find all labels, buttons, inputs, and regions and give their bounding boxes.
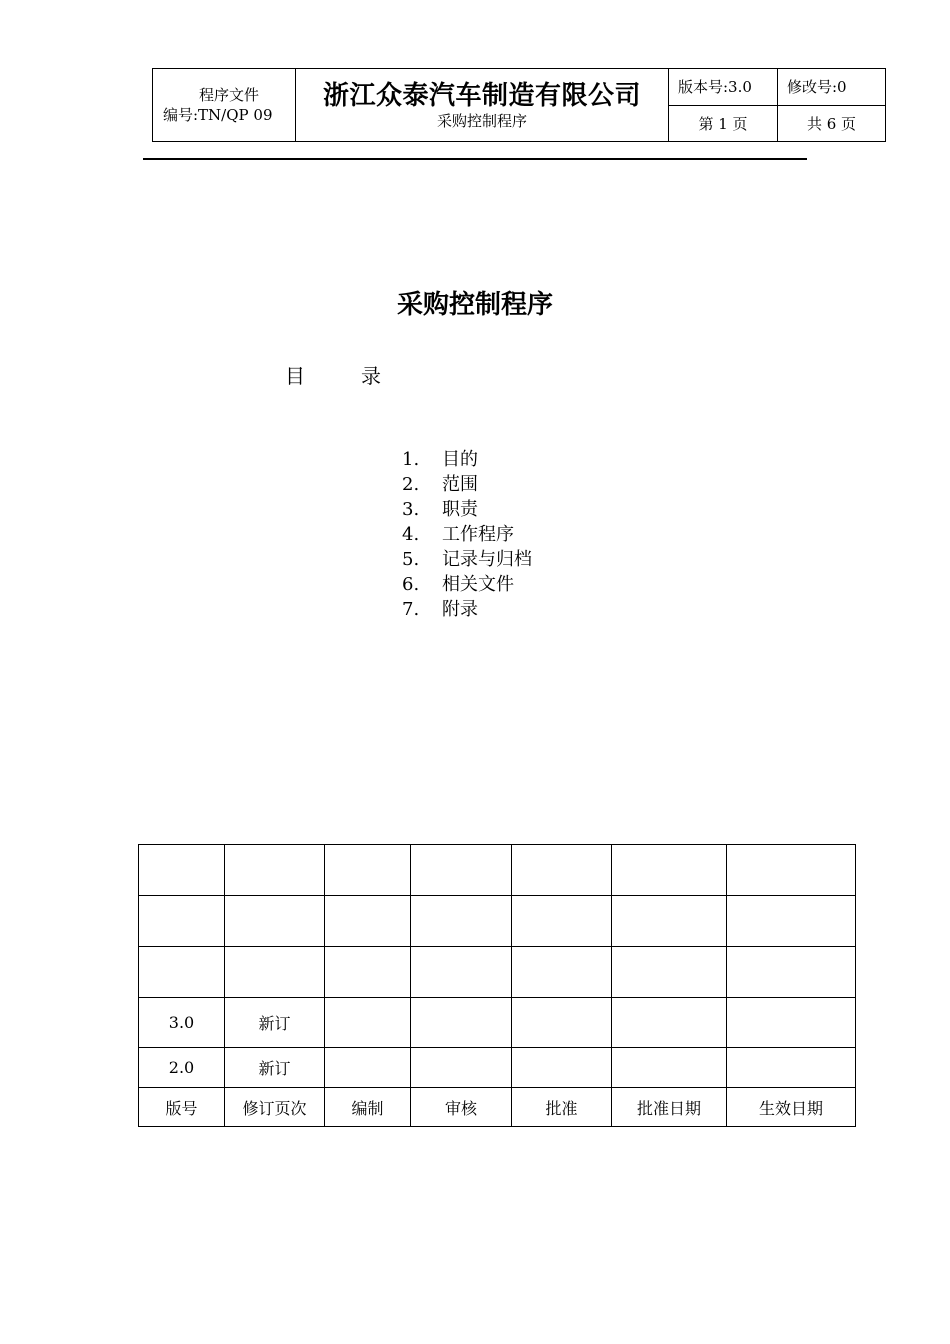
table-cell (727, 998, 856, 1048)
column-header: 批准日期 (612, 1088, 727, 1127)
column-header: 批准 (512, 1088, 612, 1127)
table-cell (727, 947, 856, 998)
column-header: 修订页次 (225, 1088, 325, 1127)
total-pages-cell: 共 6 页 (778, 105, 886, 142)
toc-item-number: 3. (402, 499, 420, 520)
toc-item (402, 497, 532, 522)
table-cell (612, 845, 727, 896)
table-cell (612, 896, 727, 947)
toc-item (402, 597, 532, 622)
table-cell: 2.0 (139, 1048, 225, 1088)
table-cell (512, 1048, 612, 1088)
company-cell (296, 69, 669, 142)
table-cell (612, 947, 727, 998)
page-title: 采购控制程序 (396, 290, 553, 320)
toc-item-label: 目的 (442, 449, 478, 470)
toc-item (402, 522, 532, 547)
column-header: 生效日期 (727, 1088, 856, 1127)
table-cell (225, 845, 325, 896)
table-row (139, 896, 856, 947)
table-cell (325, 998, 411, 1048)
toc-item-label: 相关文件 (442, 574, 514, 595)
toc-heading (285, 360, 381, 389)
page-cell: 第 1 页 (669, 105, 778, 142)
table-cell (325, 845, 411, 896)
revision-cell: 修改号:0 (778, 69, 886, 106)
toc-item-number: 1. (402, 449, 420, 470)
table-cell (325, 1048, 411, 1088)
table-row (139, 998, 856, 1048)
table-cell: 新订 (225, 998, 325, 1048)
toc-item (402, 447, 532, 472)
toc-item (402, 547, 532, 572)
doc-info-cell (153, 69, 296, 142)
table-cell (411, 998, 512, 1048)
toc-heading-left: 目 (285, 364, 305, 388)
table-cell (727, 1048, 856, 1088)
table-cell (411, 947, 512, 998)
toc-item-number: 4. (402, 524, 420, 545)
doc-number: 编号:TN/QP 09 (163, 106, 273, 124)
column-header: 编制 (325, 1088, 411, 1127)
header-table (152, 68, 886, 142)
toc-heading-right: 录 (361, 364, 381, 388)
table-cell (512, 845, 612, 896)
toc-item-label: 范围 (442, 474, 478, 495)
column-header: 审核 (411, 1088, 512, 1127)
doc-type: 程序文件 (198, 86, 259, 104)
toc-item-label: 记录与归档 (442, 549, 532, 570)
toc-item-number: 5. (402, 549, 420, 570)
toc-item (402, 472, 532, 497)
table-cell (411, 896, 512, 947)
toc-item-number: 2. (402, 474, 420, 495)
version-cell: 版本号:3.0 (669, 69, 778, 106)
toc-list (402, 447, 532, 622)
table-row (139, 845, 856, 896)
toc-item-label: 工作程序 (442, 524, 514, 545)
table-cell (411, 845, 512, 896)
header-subtitle: 采购控制程序 (436, 112, 527, 130)
table-cell: 3.0 (139, 998, 225, 1048)
table-cell (512, 998, 612, 1048)
toc-item-number: 6. (402, 574, 420, 595)
table-cell (727, 896, 856, 947)
table-cell (325, 896, 411, 947)
table-header-row (139, 1088, 856, 1127)
toc-item-label: 职责 (442, 499, 478, 520)
toc-item (402, 572, 532, 597)
column-header: 版号 (139, 1088, 225, 1127)
toc-item-number: 7. (402, 599, 420, 620)
table-cell (139, 896, 225, 947)
table-row (139, 1048, 856, 1088)
table-row (139, 947, 856, 998)
toc-item-label: 附录 (442, 599, 478, 620)
table-cell (411, 1048, 512, 1088)
table-cell (225, 896, 325, 947)
header-divider (143, 158, 807, 160)
table-cell (139, 947, 225, 998)
revision-table (138, 844, 856, 1127)
table-cell (225, 947, 325, 998)
table-cell (612, 1048, 727, 1088)
table-cell (512, 896, 612, 947)
table-cell (512, 947, 612, 998)
table-cell (325, 947, 411, 998)
table-cell (139, 845, 225, 896)
table-cell: 新订 (225, 1048, 325, 1088)
table-cell (727, 845, 856, 896)
table-cell (612, 998, 727, 1048)
company-name: 浙江众泰汽车制造有限公司 (322, 81, 641, 111)
